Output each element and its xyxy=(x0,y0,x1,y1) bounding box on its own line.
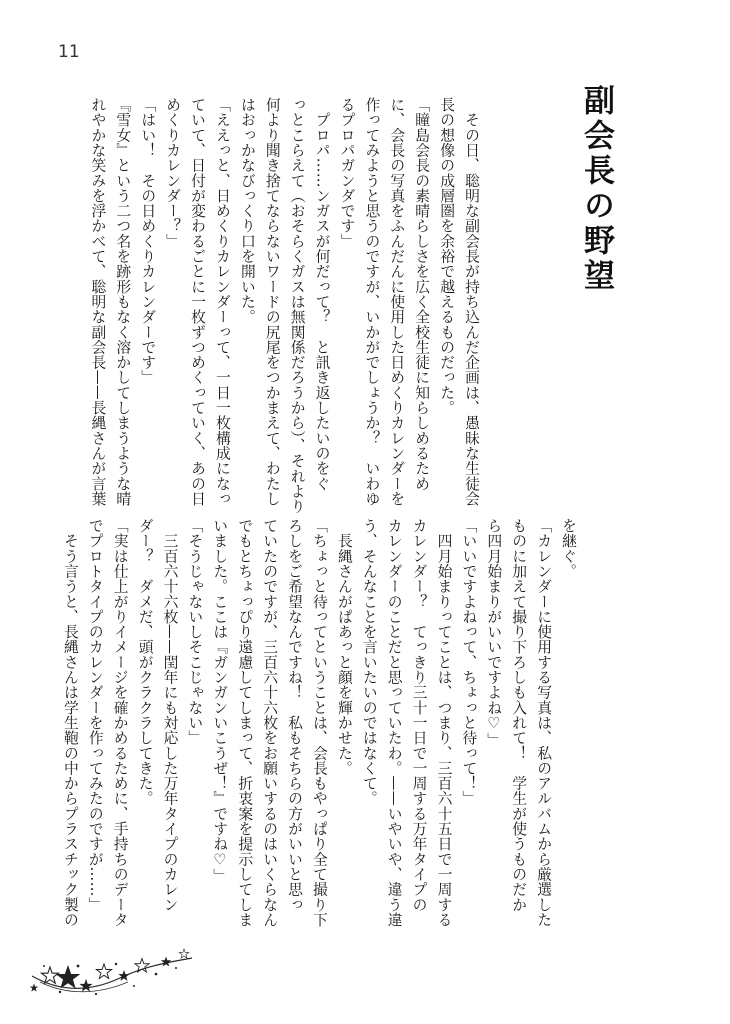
text-line: っとこらえて（おそらくガスは無関係だろうから）、それより xyxy=(288,97,306,514)
text-line: 「そうじゃないしそこじゃない」 xyxy=(186,518,204,746)
text-line: 作ってみようと思うのですが、いかがでしょうか？ いわゆ xyxy=(363,97,381,507)
text-line: 長縄さんがぱあっと顔を輝かせた。 xyxy=(335,518,353,776)
text-line: を継ぐ。 xyxy=(560,518,577,579)
text-line: いました。ここは『ガンガンいこうぜ！』ですね♡」 xyxy=(211,518,229,884)
text-line: でプロトタイプのカレンダーを作ってみたのですが……」 xyxy=(86,518,104,912)
text-line: ものに加えて撮り下ろしも入れて！ 学生が使うものだか xyxy=(510,518,528,912)
text-line: プロパ……ンガスが何だって？ と訊き返したいのをぐ xyxy=(313,97,331,491)
text-line: 長の想像の成層圏を余裕で越えるものだった。 xyxy=(438,97,456,416)
page-number: 11 xyxy=(58,42,80,62)
text-line: ダー？ ダメだ、頭がクラクラしてきた。 xyxy=(136,518,154,806)
chapter-title: 副会長の野望 xyxy=(578,84,614,294)
text-line: 三百六十六枚——閏年にも対応した万年タイプのカレン xyxy=(161,518,179,912)
text-line: 「ちょっと待ってということは、会長もやっぱり全て撮り下 xyxy=(310,518,328,928)
text-line: 四月始まりってことは、つまり、三百六十五日で一周する xyxy=(435,518,453,928)
text-line: ろしをご希望なんですね！ 私もそちらの方がいいと思っ xyxy=(286,518,304,912)
text-line: 「いいですよねって、ちょっと待って！」 xyxy=(460,518,478,806)
text-line: 「はい！ その日めくりカレンダーです」 xyxy=(139,97,157,385)
text-line: ていたのですが、三百六十六枚をお願いするのはいくらなん xyxy=(261,518,279,928)
body-text-top xyxy=(63,97,483,514)
body-text-bottom xyxy=(60,518,580,938)
text-line: 「実は仕上がりイメージを確かめるために、手持ちのデータ xyxy=(111,518,129,928)
text-line: 『雪女』という二つ名を跡形もなく溶かしてしまうような晴 xyxy=(114,97,132,507)
text-line: そう言うと、長縄さんは学生鞄の中からプラスチック製の xyxy=(61,518,79,928)
text-line: カレンダー？ てっきり三十一日で一周する万年タイプの xyxy=(410,518,428,912)
text-line: う、そんなことを言いたいのではなくて。 xyxy=(360,518,378,806)
stars-swirl-icon xyxy=(20,936,200,1006)
text-line: に、会長の写真をふんだんに使用した日めくりカレンダーを xyxy=(388,97,406,507)
text-line: ていて、日付が変わるごとに一枚ずつめくっていく、あの日 xyxy=(189,97,207,507)
text-line: その日、聡明な副会長が持ち込んだ企画は、愚昧な生徒会 xyxy=(463,97,480,507)
text-line: カレンダーのことだと思っていたわ。——いやいや、違う違 xyxy=(385,518,403,928)
text-line: れやかな笑みを浮かべて、聡明な副会長——長縄さんが言葉 xyxy=(89,97,107,507)
text-line: でもとちょっぴり遠慮してしまって、折衷案を提示してしま xyxy=(236,518,254,928)
text-line: 「ええっと、日めくりカレンダーって、一日一枚構成になっ xyxy=(213,97,231,507)
text-line: 「瞳島会長の素晴らしさを広く全校生徒に知らしめるため xyxy=(413,97,431,491)
text-line: ら四月始まりがいいですよね♡」 xyxy=(485,518,503,748)
text-line: 何より聞き捨てならないワードの尻尾をつかまえて、わたし xyxy=(263,97,281,507)
text-line: るプロパガンダです」 xyxy=(338,97,356,249)
text-line: はおっかなびっくり口を開いた。 xyxy=(238,97,256,325)
text-line: めくりカレンダー？」 xyxy=(164,97,182,249)
text-line: 「カレンダーに使用する写真は、私のアルバムから厳選した xyxy=(535,518,553,928)
